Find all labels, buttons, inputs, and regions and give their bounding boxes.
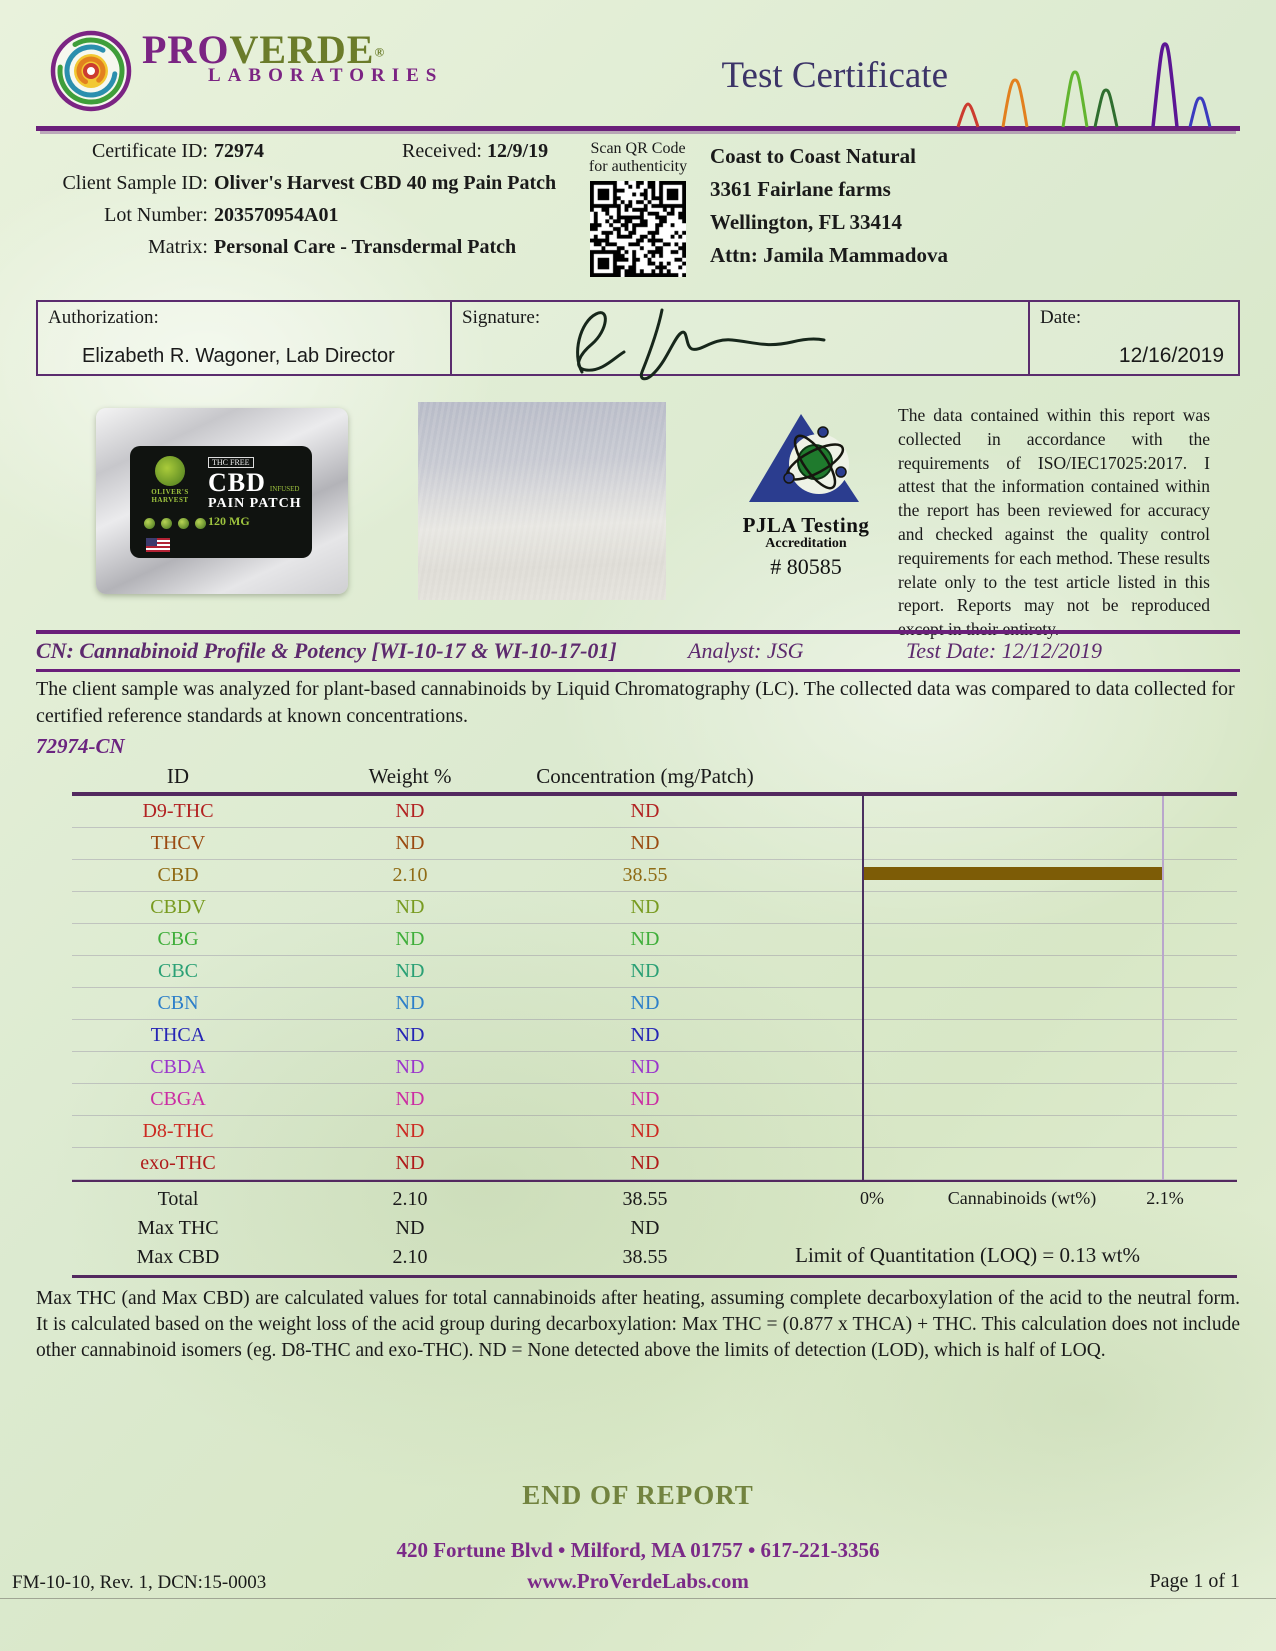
- footer-rule: [0, 1598, 1276, 1599]
- client-address1: 3361 Fairlane farms: [710, 177, 891, 201]
- cell-conc: ND: [630, 896, 660, 918]
- table-row: [72, 860, 1237, 892]
- photos-row: [36, 396, 1240, 640]
- cell-weight: ND: [395, 832, 425, 854]
- cell-id: CBGA: [150, 1088, 206, 1110]
- product-label: [130, 446, 312, 558]
- received-line: [402, 140, 548, 163]
- authorization-name: Elizabeth R. Wagoner, Lab Director: [82, 345, 395, 367]
- iso-statement: The data contained within this report was collected in accordance with the requirements of ISO/IEC17025:2017. I attest that the information contained within the report has been reviewed for accuracy and checked against the quality control requirements for each method. These results relate only to the test article listed in this report. Reports may not be reproduced except in their entirety.: [898, 405, 1210, 640]
- cell-weight: ND: [395, 1024, 425, 1046]
- totals-cell: Max THC: [137, 1217, 219, 1239]
- cell-id: CBDV: [150, 896, 206, 918]
- cell-conc: ND: [630, 1088, 660, 1110]
- cell-id: D9-THC: [142, 800, 214, 822]
- table-row: [72, 796, 1237, 828]
- lab-address: 420 Fortune Blvd • Milford, MA 01757 • 617-221-3356: [396, 1538, 880, 1562]
- leaf-logo-icon: [155, 456, 185, 486]
- cell-conc: ND: [630, 1024, 660, 1046]
- header: [36, 28, 1240, 131]
- signature-cell: [450, 302, 1030, 374]
- table-row: [72, 956, 1237, 988]
- col-header-weight: Weight %: [368, 764, 452, 788]
- cell-conc: ND: [630, 960, 660, 982]
- cell-conc: ND: [630, 928, 660, 950]
- client-name: Coast to Coast Natural: [710, 144, 916, 168]
- date-label: Date:: [1040, 307, 1082, 328]
- cell-conc: ND: [630, 1056, 660, 1078]
- chromatogram-graphic: [850, 38, 1240, 128]
- cell-weight: 2.10: [392, 864, 428, 886]
- cell-weight: ND: [395, 928, 425, 950]
- feature-dots: [144, 516, 212, 534]
- cell-conc: ND: [630, 1120, 660, 1142]
- pjla-number: # 80585: [770, 554, 842, 579]
- registered-mark: ®: [374, 44, 386, 60]
- logo-text: [142, 27, 444, 86]
- lot-number-value: 203570954A01: [214, 204, 339, 226]
- totals-row: [72, 1214, 1237, 1243]
- product-label-text: [208, 452, 304, 529]
- matrix-label: Matrix:: [148, 236, 208, 258]
- us-flag-icon: [146, 538, 170, 552]
- cell-id: THCV: [150, 832, 206, 854]
- totals-cell: ND: [630, 1217, 660, 1239]
- matrix-value: Personal Care - Transdermal Patch: [214, 236, 517, 258]
- section-title: CN: Cannabinoid Profile & Potency [WI-10-17 & WI-10-17-01]: [36, 638, 617, 663]
- table-row: [72, 988, 1237, 1020]
- pjla-org: PJLA Testing: [742, 513, 870, 537]
- cell-id: exo-THC: [140, 1152, 216, 1174]
- form-code: FM-10-10, Rev. 1, DCN:15-0003: [12, 1572, 267, 1593]
- product-cbd: CBD: [208, 468, 266, 497]
- cell-conc: ND: [630, 1152, 660, 1174]
- cell-conc: ND: [630, 800, 660, 822]
- chart-tick-max: 2.1%: [1146, 1188, 1184, 1208]
- cell-id: CBG: [157, 928, 199, 950]
- qr-block: [582, 140, 694, 283]
- cell-weight: ND: [395, 992, 425, 1014]
- product-pain-patch: PAIN PATCH: [208, 496, 302, 511]
- logo-tagline: LABORATORIES: [208, 65, 444, 86]
- matrix-line: [36, 236, 596, 259]
- authorization-box: [36, 300, 1240, 376]
- sample-code: 72974-CN: [36, 734, 125, 758]
- col-header-id: ID: [166, 764, 190, 788]
- received-value: 12/9/19: [486, 140, 549, 162]
- cell-weight: ND: [395, 1152, 425, 1174]
- table-row: [72, 828, 1237, 860]
- client-sample-id-value: Oliver's Harvest CBD 40 mg Pain Patch: [214, 172, 557, 194]
- certificate-id-label: Certificate ID:: [91, 140, 208, 162]
- product-infused: INFUSED: [269, 485, 300, 493]
- certificate-id-value: 72974: [214, 140, 264, 162]
- totals-cell: ND: [395, 1217, 425, 1239]
- proverde-spiral-logo-icon: [50, 30, 132, 112]
- section-analyst: Analyst: JSG: [688, 638, 804, 663]
- table-row: [72, 892, 1237, 924]
- signature-label: Signature:: [462, 307, 541, 328]
- analyte-rows: [72, 796, 1237, 1182]
- sample-meta: [36, 140, 1240, 292]
- cell-id: CBD: [157, 864, 199, 886]
- chart-x-axis-label: Cannabinoids (wt%): [947, 1188, 1097, 1208]
- cell-id: CBC: [157, 960, 199, 982]
- table-row: [72, 924, 1237, 956]
- cell-id: D8-THC: [142, 1120, 214, 1142]
- col-header-concentration: Concentration (mg/Patch): [536, 764, 754, 788]
- cell-conc: ND: [630, 832, 660, 854]
- cell-weight: ND: [395, 896, 425, 918]
- calculation-footnote: Max THC (and Max CBD) are calculated values for total cannabinoids after heating, assuming complete decarboxylation of the acid to the neutral form. It is calculated based on the weight loss of the acid group during decarboxylation: Max THC = (0.877 x THCA) + THC. This calculation does not include other cannabinoid isomers (eg. D8-THC and exo-THC). ND = None detected above the limits of detection (LOD), which is half of LOQ.: [36, 1288, 1240, 1361]
- product-brand: OLIVER'S HARVEST: [151, 488, 189, 504]
- table-row: [72, 1148, 1237, 1180]
- page-title: Test Certificate: [721, 55, 948, 96]
- qr-caption-line1: Scan QR Code: [590, 140, 686, 157]
- cannabinoid-table: [72, 764, 1237, 1278]
- product-brand-block: [138, 452, 202, 504]
- cell-weight: ND: [395, 1120, 425, 1142]
- lab-website: www.ProVerdeLabs.com: [527, 1569, 749, 1593]
- qr-caption-line2: for authenticity: [588, 158, 688, 176]
- authorization-label: Authorization:: [48, 307, 159, 328]
- cell-weight: ND: [395, 1056, 425, 1078]
- received-label: Received:: [402, 140, 482, 162]
- chart-tick-zero: 0%: [860, 1188, 884, 1208]
- cell-weight: ND: [395, 1088, 425, 1110]
- totals-cell: Max CBD: [136, 1246, 220, 1268]
- qr-code: [590, 181, 686, 277]
- proverde-logo: [50, 27, 444, 112]
- table-row: [72, 1116, 1237, 1148]
- lot-number-label: Lot Number:: [104, 204, 208, 226]
- client-sample-id-line: [36, 172, 596, 195]
- client-sample-id-label: Client Sample ID:: [62, 172, 208, 194]
- product-strength: 120 MG: [208, 514, 250, 528]
- date-cell: [1030, 302, 1238, 374]
- end-of-report: END OF REPORT: [522, 1480, 754, 1510]
- table-row: [72, 1084, 1237, 1116]
- product-photo: [96, 408, 348, 594]
- loq-note: Limit of Quantitation (LOQ) = 0.13 wt%: [795, 1243, 1140, 1267]
- page-number: Page 1 of 1: [1149, 1570, 1240, 1592]
- pjla-accreditation: [736, 410, 876, 580]
- signature-graphic: [542, 288, 872, 384]
- totals-cell: 2.10: [392, 1246, 428, 1268]
- cell-weight: ND: [395, 800, 425, 822]
- cell-id: THCA: [150, 1024, 206, 1046]
- lot-number-line: [36, 204, 596, 227]
- totals-cell: 2.10: [392, 1188, 428, 1210]
- logo-pro: PRO: [142, 27, 230, 72]
- totals-cell: 38.55: [622, 1246, 668, 1268]
- table-row: [72, 1020, 1237, 1052]
- cell-weight: ND: [395, 960, 425, 982]
- totals-cell: Total: [157, 1188, 199, 1210]
- date-value: 12/16/2019: [1118, 344, 1224, 367]
- patch-closeup-photo: [418, 402, 666, 600]
- client-address2: Wellington, FL 33414: [710, 210, 902, 234]
- authorization-cell: [38, 302, 450, 374]
- cell-id: CBDA: [150, 1056, 206, 1078]
- client-address-block: [710, 144, 948, 276]
- cell-conc: ND: [630, 992, 660, 1014]
- cell-conc: 38.55: [622, 864, 668, 886]
- logo-verde: VERDE: [229, 27, 375, 72]
- section-test-date: Test Date: 12/12/2019: [906, 638, 1102, 663]
- table-row: [72, 1052, 1237, 1084]
- client-attn: Attn: Jamila Mammadova: [710, 243, 948, 267]
- method-description: The client sample was analyzed for plant-based cannabinoids by Liquid Chromatography (LC). The collected data was compared to data collected for certified reference standards at known concentrations.: [36, 678, 1235, 727]
- table-header-row: [72, 764, 1237, 796]
- pjla-type: Accreditation: [765, 536, 847, 551]
- section-header: [36, 630, 1240, 672]
- totals-cell: 38.55: [622, 1188, 668, 1210]
- thc-free-badge: THC FREE: [208, 457, 254, 468]
- pjla-logo-icon: [745, 410, 867, 508]
- cell-id: CBN: [157, 992, 199, 1014]
